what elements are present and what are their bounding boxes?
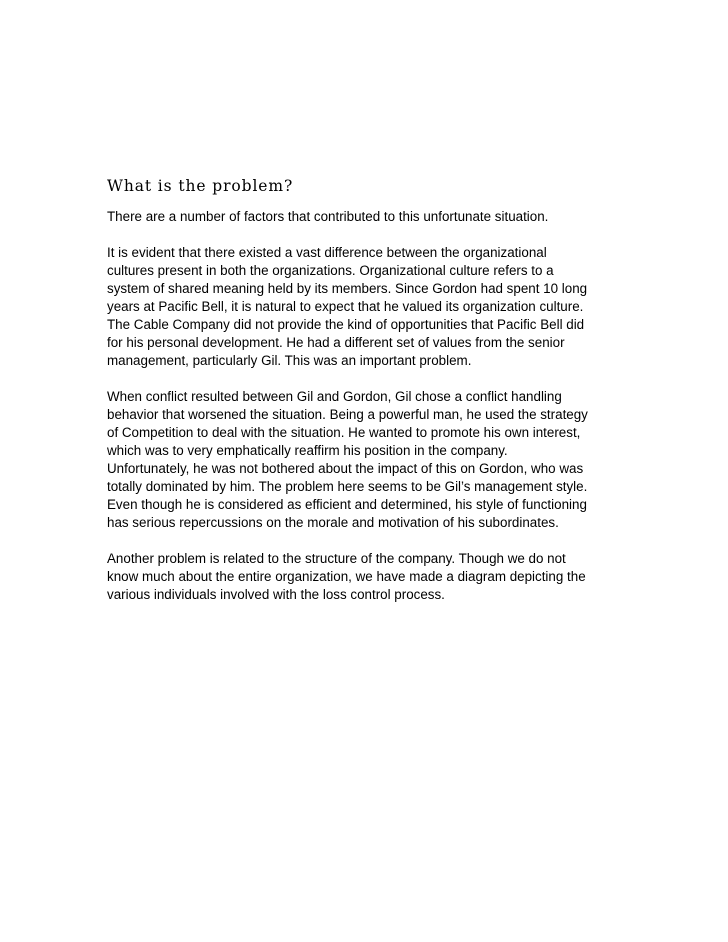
text-line: It is evident that there existed a vast difference between the organizational: [107, 245, 547, 260]
section-heading: What is the problem?: [107, 177, 294, 195]
text-line: cultures present in both the organizations. Organizational culture refers to a: [107, 263, 554, 278]
document-body: [107, 176, 627, 622]
paragraph-structure: [107, 550, 627, 604]
text-line: know much about the entire organization, we have made a diagram depicting the: [107, 569, 586, 584]
text-line: which was to very emphatically reaffirm his position in the company.: [107, 443, 508, 458]
text-line: Even though he is considered as efficient and determined, his style of functioning: [107, 497, 587, 512]
text-line: management, particularly Gil. This was an important problem.: [107, 353, 472, 368]
text-line: totally dominated by him. The problem here seems to be Gil’s management style.: [107, 479, 588, 494]
text-line: The Cable Company did not provide the kind of opportunities that Pacific Bell did: [107, 317, 585, 332]
text-line: has serious repercussions on the morale and motivation of his subordinates.: [107, 515, 559, 530]
text-line: Another problem is related to the structure of the company. Though we do not: [107, 551, 566, 566]
paragraph-conflict: [107, 388, 627, 532]
text-line: of Competition to deal with the situation. He wanted to promote his own interest,: [107, 425, 581, 440]
paragraph-culture: [107, 244, 627, 370]
paragraph-intro: [107, 208, 627, 226]
text-line: Unfortunately, he was not bothered about the impact of this on Gordon, who was: [107, 461, 584, 476]
text-line: There are a number of factors that contributed to this unfortunate situation.: [107, 209, 549, 224]
text-line: behavior that worsened the situation. Being a powerful man, he used the strategy: [107, 407, 588, 422]
text-line: for his personal development. He had a different set of values from the senior: [107, 335, 565, 350]
text-line: years at Pacific Bell, it is natural to expect that he valued its organization culture.: [107, 299, 584, 314]
text-line: system of shared meaning held by its members. Since Gordon had spent 10 long: [107, 281, 588, 296]
text-line: When conflict resulted between Gil and Gordon, Gil chose a conflict handling: [107, 389, 562, 404]
text-line: various individuals involved with the loss control process.: [107, 587, 445, 602]
